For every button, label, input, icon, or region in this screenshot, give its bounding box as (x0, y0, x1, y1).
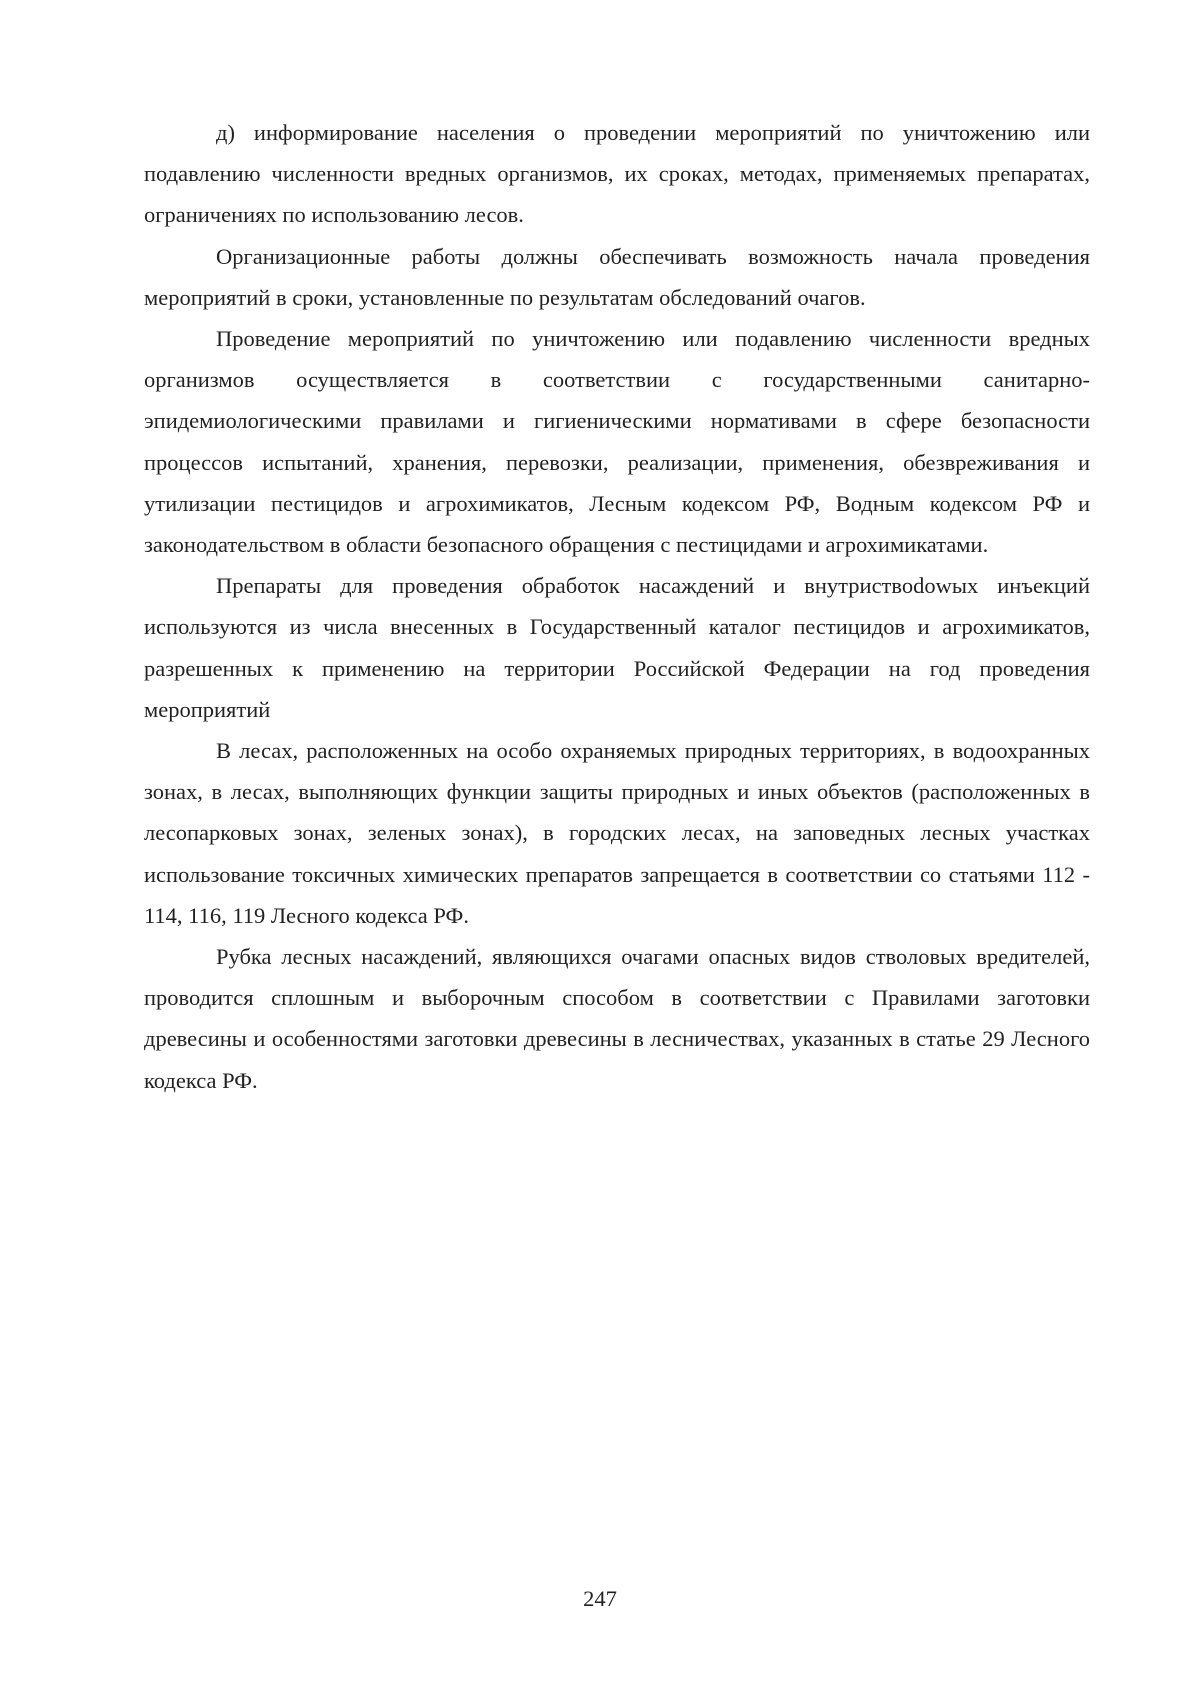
paragraph-inform-population: д) информирование населения о проведении мероприятий по уничтожению или подавлению численности вредных организмов, их сроках, методах, применяемых препаратах, ограничениях по использованию лесов. (144, 120, 1090, 228)
paragraph-sanitary-felling: Рубка лесных насаждений, являющихся очагами опасных видов стволовых вредителей, проводится сплошным и выборочным способом в соответствии с Правилами заготовки древесины и особенностями заготовки древесины в лесничествах, указанных в статье 29 Лесного кодекса РФ. (144, 944, 1090, 1093)
document-body (144, 112, 1090, 1101)
paragraph-pest-control-regulations: Проведение мероприятий по уничтожению или подавлению численности вредных организмов осуществляется в соответствии с государственными санитарно-эпидемиологическими правилами и гигиеническими нормативами в сфере безопасности процессов испытаний, хранения, перевозки, реализации, применения, обезвреживания и утилизации пестицидов и агрохимикатов, Лесным кодексом РФ, Водным кодексом РФ и законодательством в области безопасного обращения с пестицидами и агрохимикатами. (144, 326, 1090, 558)
paragraph-protected-territories: В лесах, расположенных на особо охраняемых природных территориях, в водоохранных зонах, в лесах, выполняющих функции защиты природных и иных объектов (расположенных в лесопарковых зонах, зеленых зонах), в городских лесах, на заповедных лесных участках использование токсичных химических препаратов запрещается в соответствии со статьями 112 - 114, 116, 119 Лесного кодекса РФ. (144, 738, 1090, 928)
paragraph-approved-preparations: Препараты для проведения обработок насаждений и внутриствоdowых инъекций используются из числа внесенных в Государственный каталог пестицидов и агрохимикатов, разрешенных к применению на территории Российской Федерации на год проведения мероприятий (144, 573, 1090, 722)
page-number: 247 (583, 1586, 617, 1611)
paragraph-organizational-works: Организационные работы должны обеспечивать возможность начала проведения мероприятий в сроки, установленные по результатам обследований очагов. (144, 243, 1090, 310)
